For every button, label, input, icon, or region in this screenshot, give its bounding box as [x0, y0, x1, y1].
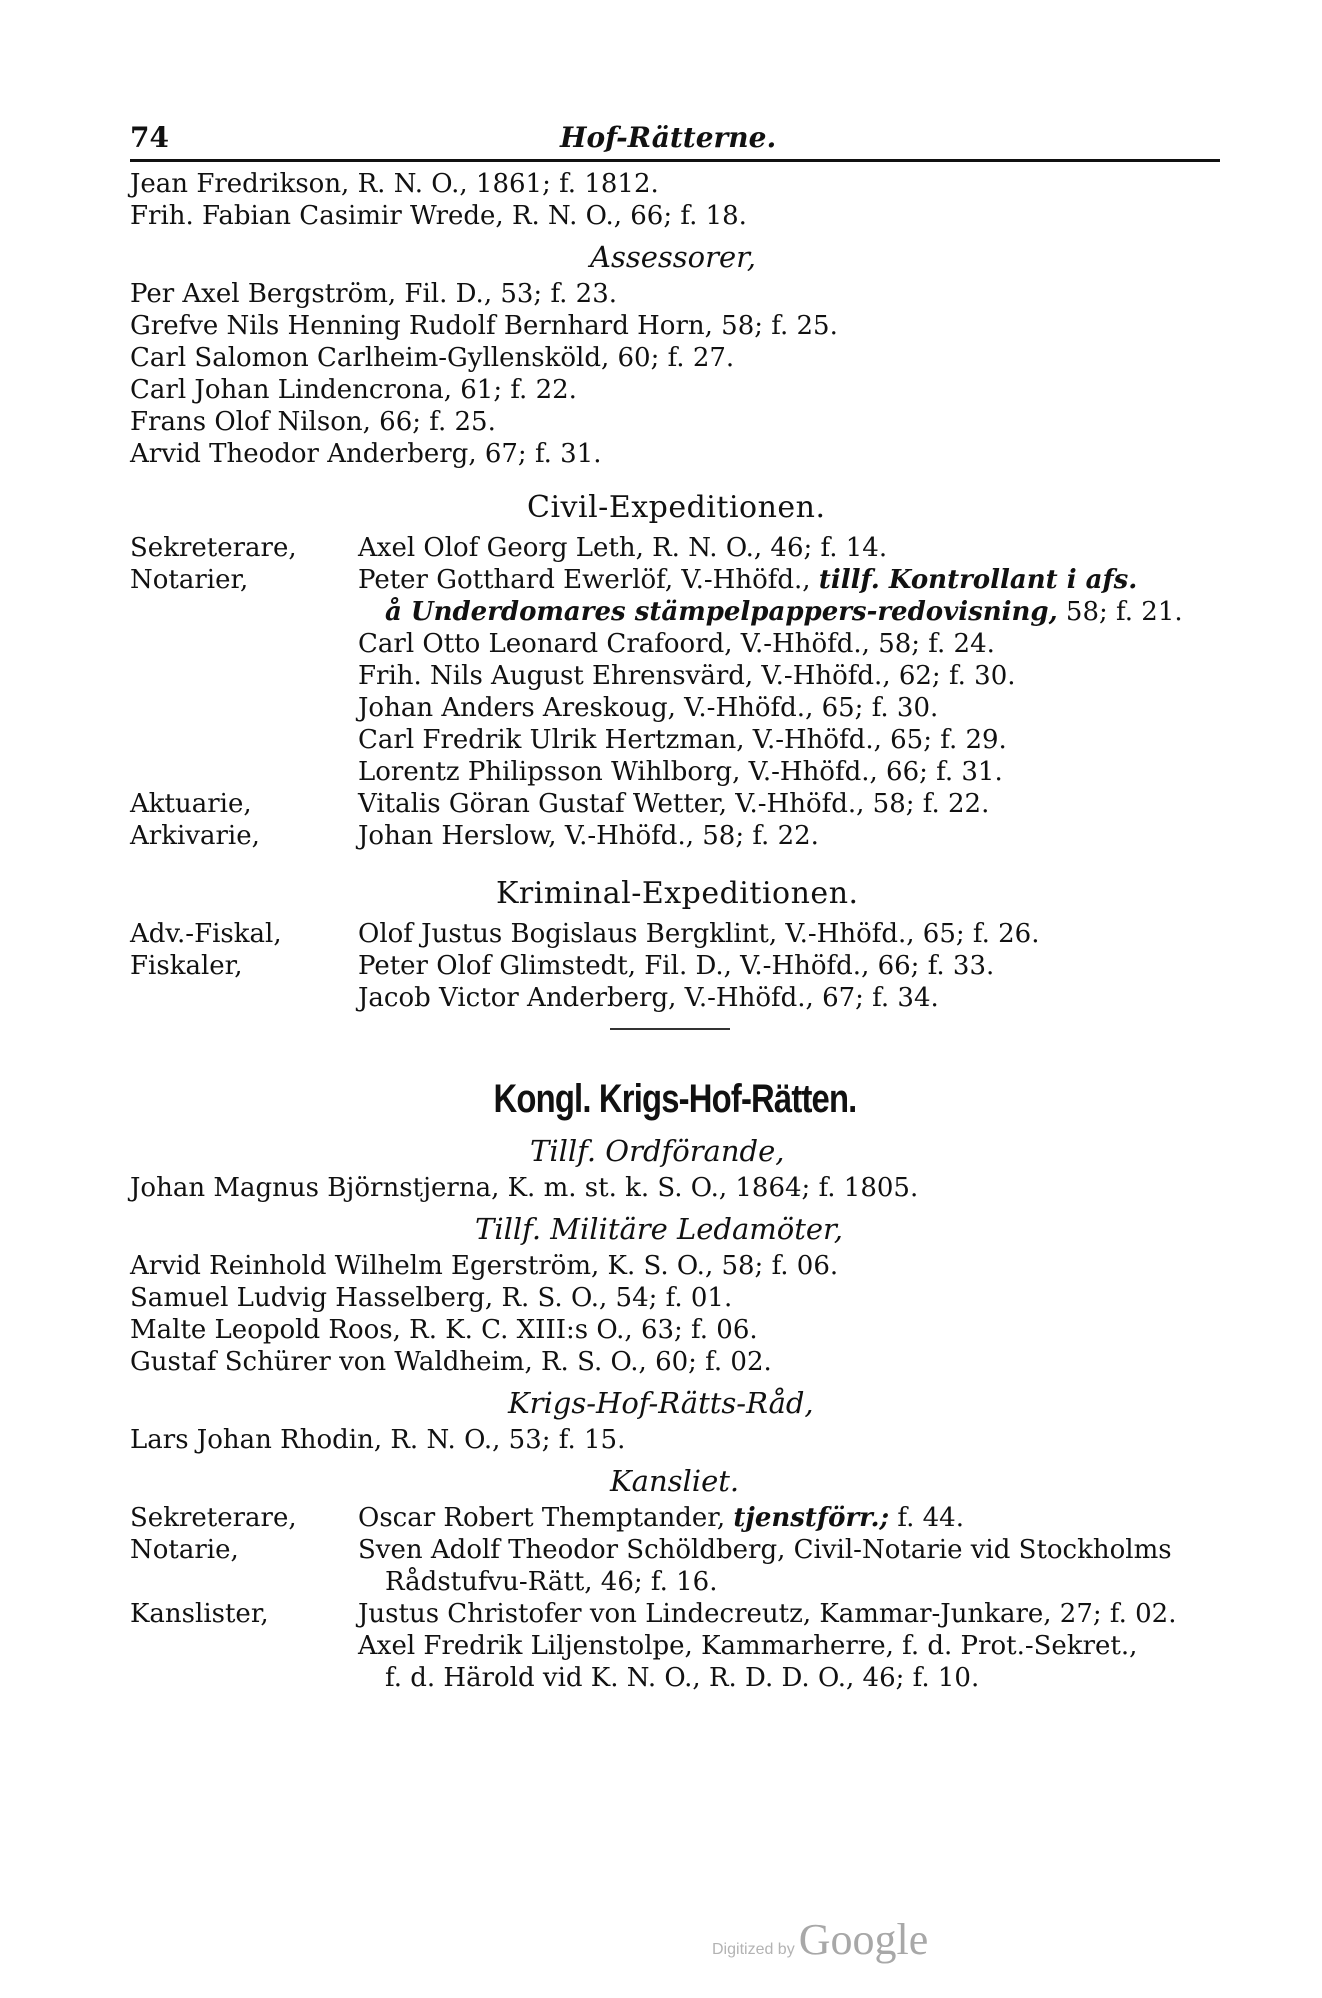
entry-line: Grefve Nils Henning Rudolf Bernhard Horn, 58; f. 25.: [130, 311, 838, 341]
entry-line: Arvid Theodor Anderberg, 67; f. 31.: [130, 439, 602, 469]
entry-line: Arvid Reinhold Wilhelm Egerström, K. S. O., 58; f. 06.: [130, 1251, 839, 1281]
role-row: [130, 564, 1220, 596]
section-heading-ledamoter: Tillf. Militäre Ledamöter,: [475, 1212, 843, 1246]
role-label: Fiskaler,: [130, 951, 243, 981]
role-entry: Vitalis Göran Gustaf Wetter, V.-Hhöfd., 58; f. 22.: [358, 789, 990, 819]
role-entry: Carl Otto Leonard Crafoord, V.-Hhöfd., 58; f. 24.: [358, 629, 995, 659]
role-entry: Justus Christofer von Lindecreutz, Kammar-Junkare, 27; f. 02.: [358, 1599, 1177, 1629]
entry-line: Lars Johan Rhodin, R. N. O., 53; f. 15.: [130, 1425, 626, 1455]
running-title: Hof-Rätterne.: [560, 121, 777, 154]
section-heading-ordforande: Tillf. Ordförande,: [530, 1134, 785, 1168]
role-row: [130, 692, 1220, 724]
role-label: Sekreterare,: [130, 1503, 297, 1533]
role-label: Sekreterare,: [130, 533, 297, 563]
role-label: Adv.-Fiskal,: [130, 919, 282, 949]
role-label: Arkivarie,: [130, 821, 260, 851]
entry-line: Jean Fredrikson, R. N. O., 1861; f. 1812.: [130, 169, 659, 199]
role-row: [130, 788, 1220, 820]
role-row: [130, 1534, 1220, 1566]
section-divider: [610, 1028, 730, 1030]
entry-note: tillf. Kontrollant i afs.: [818, 565, 1138, 595]
role-entry: Olof Justus Bogislaus Bergklint, V.-Hhöfd., 65; f. 26.: [358, 919, 1040, 949]
entry-text: f. 44.: [889, 1503, 964, 1533]
section-heading-rad: Krigs-Hof-Rätts-Råd,: [508, 1386, 814, 1420]
role-label: Notarier,: [130, 565, 249, 595]
role-row: [130, 724, 1220, 756]
role-row: [130, 1630, 1220, 1662]
entry-line: Per Axel Bergström, Fil. D., 53; f. 23.: [130, 279, 618, 309]
entry-line: Carl Salomon Carlheim-Gyllensköld, 60; f. 27.: [130, 343, 735, 373]
entry-line: Malte Leopold Roos, R. K. C. XIII:s O., 63; f. 06.: [130, 1315, 758, 1345]
role-entry: Sven Adolf Theodor Schöldberg, Civil-Notarie vid Stockholms: [358, 1535, 1172, 1565]
digitized-label: Digitized by: [712, 1941, 795, 1958]
court-title: Kongl. Krigs-Hof-Rätten.: [493, 1077, 857, 1121]
role-entry: [358, 564, 1220, 596]
entry-line: Johan Magnus Björnstjerna, K. m. st. k. S. O., 1864; f. 1805.: [130, 1173, 919, 1203]
role-entry: Axel Olof Georg Leth, R. N. O., 46; f. 14.: [358, 533, 888, 563]
entry-continuation: [130, 596, 1220, 628]
google-logo: Google: [798, 1915, 929, 1964]
role-entry: Johan Anders Areskoug, V.-Hhöfd., 65; f. 30.: [358, 693, 939, 723]
section-heading-assessorer: Assessorer,: [590, 240, 757, 274]
entry-text: 58; f. 21.: [1057, 597, 1183, 627]
role-row: [130, 950, 1220, 982]
role-label: Kanslister,: [130, 1599, 269, 1629]
role-entry: Jacob Victor Anderberg, V.-Hhöfd., 67; f. 34.: [358, 983, 939, 1013]
digitized-watermark: [712, 1914, 928, 1965]
entry-line: Frih. Fabian Casimir Wrede, R. N. O., 66; f. 18.: [130, 201, 747, 231]
entry-text: Peter Gotthard Ewerlöf, V.-Hhöfd.,: [358, 565, 819, 595]
entry-note: å Underdomares stämpelpappers-redovisning,: [385, 597, 1058, 627]
entry-line: Samuel Ludvig Hasselberg, R. S. O., 54; f. 01.: [130, 1283, 733, 1313]
role-entry: Axel Fredrik Liljenstolpe, Kammarherre, f. d. Prot.-Sekret.,: [358, 1631, 1138, 1661]
entry-continuation: f. d. Härold vid K. N. O., R. D. D. O., 46; f. 10.: [385, 1663, 980, 1693]
section-heading-kriminal: Kriminal-Expeditionen.: [496, 876, 859, 911]
role-row: [130, 660, 1220, 692]
role-row: [130, 918, 1220, 950]
entry-note: tjenstförr.;: [733, 1503, 890, 1533]
entry-line: Gustaf Schürer von Waldheim, R. S. O., 60; f. 02.: [130, 1347, 772, 1377]
page: [130, 115, 1220, 1694]
section-heading-civil: Civil-Expeditionen.: [527, 490, 826, 525]
role-entry: [358, 1502, 1220, 1534]
role-entry: Carl Fredrik Ulrik Hertzman, V.-Hhöfd., 65; f. 29.: [358, 725, 1007, 755]
role-entry: Frih. Nils August Ehrensvärd, V.-Hhöfd., 62; f. 30.: [358, 661, 1016, 691]
role-label: Aktuarie,: [130, 789, 252, 819]
section-heading-kansliet: Kansliet.: [610, 1464, 740, 1498]
page-number: 74: [130, 121, 169, 154]
role-entry: Lorentz Philipsson Wihlborg, V.-Hhöfd., 66; f. 31.: [358, 757, 1003, 787]
entry-continuation: Rådstufvu-Rätt, 46; f. 16.: [385, 1567, 718, 1597]
role-entry: Peter Olof Glimstedt, Fil. D., V.-Hhöfd., 66; f. 33.: [358, 951, 995, 981]
role-entry: Johan Herslow, V.-Hhöfd., 58; f. 22.: [358, 821, 819, 851]
role-label: Notarie,: [130, 1535, 239, 1565]
role-row: [130, 1598, 1220, 1630]
role-row: [130, 820, 1220, 852]
role-row: [130, 1502, 1220, 1534]
role-row: [130, 532, 1220, 564]
role-row: [130, 756, 1220, 788]
entry-line: Carl Johan Lindencrona, 61; f. 22.: [130, 375, 577, 405]
role-row: [130, 982, 1220, 1014]
page-header: [130, 115, 1220, 162]
entry-line: Frans Olof Nilson, 66; f. 25.: [130, 407, 496, 437]
role-row: [130, 628, 1220, 660]
entry-text: Oscar Robert Themptander,: [358, 1503, 734, 1533]
